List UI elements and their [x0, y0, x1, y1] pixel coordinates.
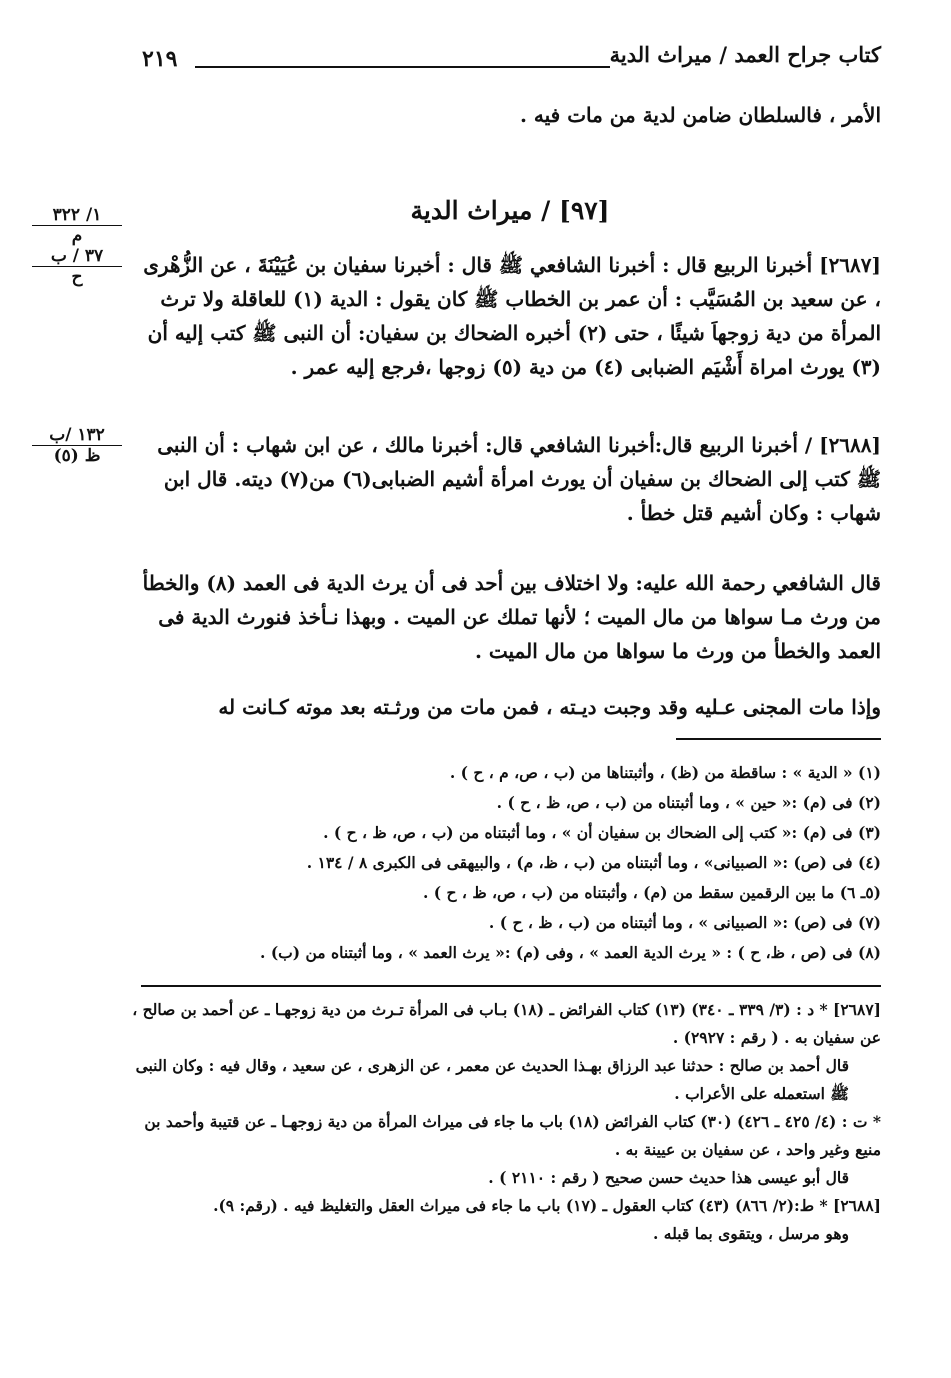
source-entry: قال أبو عيسى هذا حديث حسن صحيح ( رقم : ٢١١٠ ) .	[488, 1168, 849, 1187]
footnotes	[101, 758, 881, 968]
sources-rule	[141, 985, 881, 987]
section-heading: [٩٧] / ميراث الدية	[410, 196, 610, 225]
footnote-item: (١) « الدية » : ساقطة من (ظ) ، وأثبتناها من (ب ، ص، م ، ح ) .	[449, 763, 881, 782]
running-title: كتاب جراح العمد / ميراث الدية	[609, 42, 881, 67]
margin-ref: ٣٧ / ب	[32, 246, 122, 267]
paragraph-hadith-2687: [٢٦٨٧] أخبرنا الربيع قال : أخبرنا الشافعي ﷺ قال : أخبرنا سفيان بن عُيَيْنَةَ ، عن الزُّهْرى ، عن سعيد بن المُسَيَّب : أن عمر بن الخطاب ﷺ كان يقول : الدية (١) للعاقلة ولا ترث المرأة من دية زوجهاَ شيئًا ، حتى (٢) أخبره الضحاك بن سفيان: أن النبى ﷺ كتب إليه أن (٣) يورث امراة أَشْيَم الضبابى (٤) من دية (٥) زوجها ،فرجع إليه عمر .	[143, 253, 881, 379]
source-entry: * ت : (٤/ ٤٢٥ ـ ٤٢٦) (٣٠) كتاب الفرائض (١٨) باب ما جاء فى ميراث المرأة من دية زوجهـا ـ عن قتيبة وأحمد بن منيع وغير واحد ، عن سفيان بن عيينة به .	[144, 1112, 881, 1159]
footnote-rule	[676, 738, 881, 740]
paragraph-continuation: وإذا مات المجنى عـليه وقد وجبت ديـته ، فمن مات من ورثـته بعد موته كـانت له	[218, 695, 881, 719]
source-references	[121, 996, 881, 1248]
page-number: ٢١٩	[142, 46, 178, 72]
source-entry: قال أحمد بن صالح : حدثنا عبد الرزاق بهـذا الحديث عن معمر ، عن الزهرى ، عن سعيد ، وقال فيه : وكان النبى ﷺ استعمله على الأعراب .	[135, 1056, 849, 1103]
source-entry: [٢٦٨٨] * ط:(٢/ ٨٦٦) (٤٣) كتاب العقول ـ (١٧) باب ما جاء فى ميراث العقل والتغليظ فيه . (رقم: ٩).	[213, 1196, 881, 1215]
header-rule	[195, 66, 610, 68]
footnote-item: (٢) فى (م) :« حين » ، وما أثبتناه من (ب ، ص، ظ ، ح ) .	[496, 793, 881, 812]
opening-line: الأمر ، فالسلطان ضامن لدية من مات فيه .	[519, 103, 881, 127]
margin-ref: ظ (٥)	[53, 446, 101, 466]
margin-note-second	[32, 425, 122, 466]
footnote-item: (٥ـ ٦) ما بين الرقمين سقط من (م) ، وأثبتناه من (ب ، ص، ظ ، ح ) .	[423, 883, 881, 902]
paragraph-hadith-2688: [٢٦٨٨] / أخبرنا الربيع قال:أخبرنا الشافعي قال: أخبرنا مالك ، عن ابن شهاب : أن النبى ﷺ كتب إلى الضحاك بن سفيان أن يورث امرأة أشيم الضبابى(٦) من(٧) ديته. قال ابن شهاب : وكان أشيم قتل خطأ .	[157, 433, 881, 525]
margin-ref: ١/ ٣٢٢	[32, 205, 122, 226]
footnote-item: (٤) فى (ص) :« الصبيانى» ، وما أثبتناه من (ب ، ظ، م) ، والبيهقى فى الكبرى ٨ / ١٣٤ .	[306, 853, 881, 872]
margin-note-first	[32, 205, 122, 287]
paragraph-shafii-comment: قال الشافعي رحمة الله عليه: ولا اختلاف بين أحد فى أن يرث الدية فى العمد (٨) والخطأ من ورث مـا سواها من مال الميت ؛ لأنها تملك عن الميت . وبهذا نـأخذ فنورث الدية فى العمد والخطأ من ورث ما سواها من مال الميت .	[142, 571, 881, 663]
footnote-item: (٣) فى (م) :« كتب إلى الضحاك بن سفيان أن » ، وما أثبتناه من (ب ، ص، ظ ، ح ) .	[323, 823, 881, 842]
source-entry: وهو مرسل ، ويتقوى بما قبله .	[652, 1224, 849, 1243]
margin-ref: ١٣٢ /ب	[32, 425, 122, 446]
footnote-item: (٧) فى (ص) :« الصبيانى » ، وما أثبتناه من (ب ، ظ ، ح ) .	[488, 913, 881, 932]
margin-ref: م	[71, 226, 83, 246]
footnote-item: (٨) فى (ص ، ظ، ح ) : « يرث الدية العمد » ، وفى (م) :« يرث العمد » ، وما أثبتناه من (ب) .	[260, 943, 881, 962]
source-entry: [٢٦٨٧] * د : (٣/ ٣٣٩ ـ ٣٤٠) (١٣) كتاب الفرائض ـ (١٨) بـاب فى المرأة تـرث من دية زوجهـا ـ عن أحمد بن صالح ، عن سفيان به . ( رقم : ٢٩٢٧) .	[132, 1000, 881, 1047]
margin-ref: ح	[71, 267, 83, 287]
